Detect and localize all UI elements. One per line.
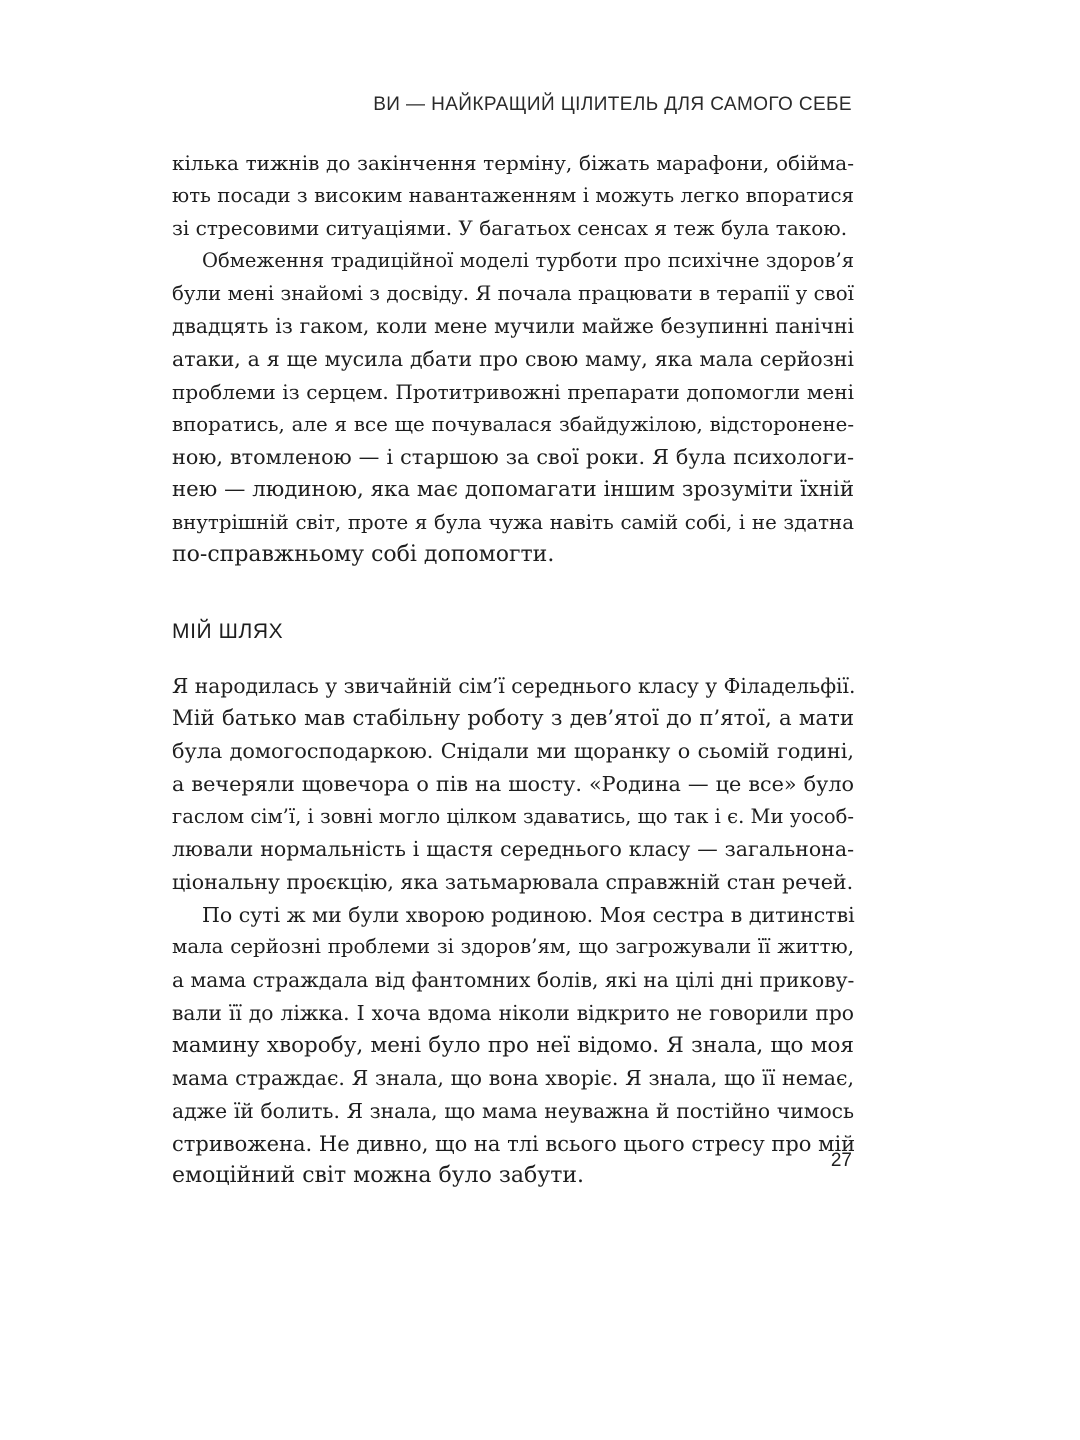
- text-line: мала серйозні проблеми зі здоров’ям, що загрожували її життю,: [172, 935, 854, 959]
- text-line: внутрішній світ, проте я була чужа навіть самій собі, і не здатна: [172, 510, 854, 534]
- text-line: двадцять із гаком, коли мене мучили майже безупинні панічні: [172, 314, 854, 339]
- text-line: Я народилась у звичайній сім’ї середнього класу у Філадельфії.: [172, 673, 856, 698]
- text-line: нею — людиною, яка має допомагати іншим зрозуміти їхній: [172, 476, 854, 502]
- text-line: мамину хворобу, мені було про неї відомо. Я знала, що моя: [172, 1032, 854, 1058]
- running-head: ВИ — НАЙКРАЩИЙ ЦІЛИТЕЛЬ ДЛЯ САМОГО СЕБЕ: [373, 94, 852, 115]
- text-line: ють посади з високим навантаженням і можуть легко впоратися: [172, 183, 854, 207]
- text-line: були мені знайомі з досвіду. Я почала працювати в терапії у свої: [172, 281, 854, 305]
- text-line: вали її до ліжка. І хоча вдома ніколи відкрито не говорили про: [172, 1000, 854, 1025]
- section-heading: МІЙ ШЛЯХ: [172, 619, 284, 643]
- text-line: була домогосподаркою. Снідали ми щоранку о сьомій годині,: [172, 739, 854, 764]
- text-line: Мій батько мав стабільну роботу з дев’ятої до п’ятої, а мати: [172, 705, 854, 731]
- page-number: 27: [830, 1150, 852, 1171]
- text-line: мама страждає. Я знала, що вона хворіє. Я знала, що її немає,: [172, 1066, 854, 1091]
- text-line: по-справжньому собі допомогти.: [172, 542, 555, 568]
- section-heading-block: [172, 572, 854, 670]
- text-line: Обмеження традиційної моделі турботи про психічне здоров’я: [202, 249, 854, 273]
- text-line: По суті ж ми були хворою родиною. Моя сестра в дитинстві: [202, 902, 855, 927]
- text-line: емоційний світ можна було забути.: [172, 1163, 585, 1189]
- text-line: а вечеряли щовечора о пів на шосту. «Родина — це все» було: [172, 772, 854, 796]
- text-line: атаки, а я ще мусила дбати про свою маму, яка мала серйозні: [172, 347, 854, 372]
- text-line: зі стресовими ситуаціями. У багатьох сенсах я теж була такою.: [172, 216, 848, 241]
- body-text: [172, 147, 854, 1193]
- text-line: лювали нормальність і щастя середнього класу — загальнона-: [172, 837, 854, 862]
- text-line: адже їй болить. Я знала, що мама неуважна й постійно чимось: [172, 1098, 854, 1123]
- text-line: ціональну проєкцію, яка затьмарювала справжній стан речей.: [172, 870, 854, 895]
- text-line: стривожена. Не дивно, що на тлі всього цього стресу про мій: [172, 1131, 856, 1156]
- text-line: впоратись, але я все ще почувалася збайдужілою, відсторонене-: [172, 412, 854, 436]
- text-line: ною, втомленою — і старшою за свої роки. Я була психологи-: [172, 445, 854, 470]
- text-line: гаслом сім’ї, і зовні могло цілком здаватись, що так і є. Ми уособ-: [172, 804, 854, 828]
- text-line: проблеми із серцем. Протитривожні препарати допомогли мені: [172, 379, 854, 404]
- text-line: кілька тижнів до закінчення терміну, біжать марафони, обійма-: [172, 151, 854, 175]
- text-line: а мама страждала від фантомних болів, які на цілі дні прикову-: [172, 968, 855, 993]
